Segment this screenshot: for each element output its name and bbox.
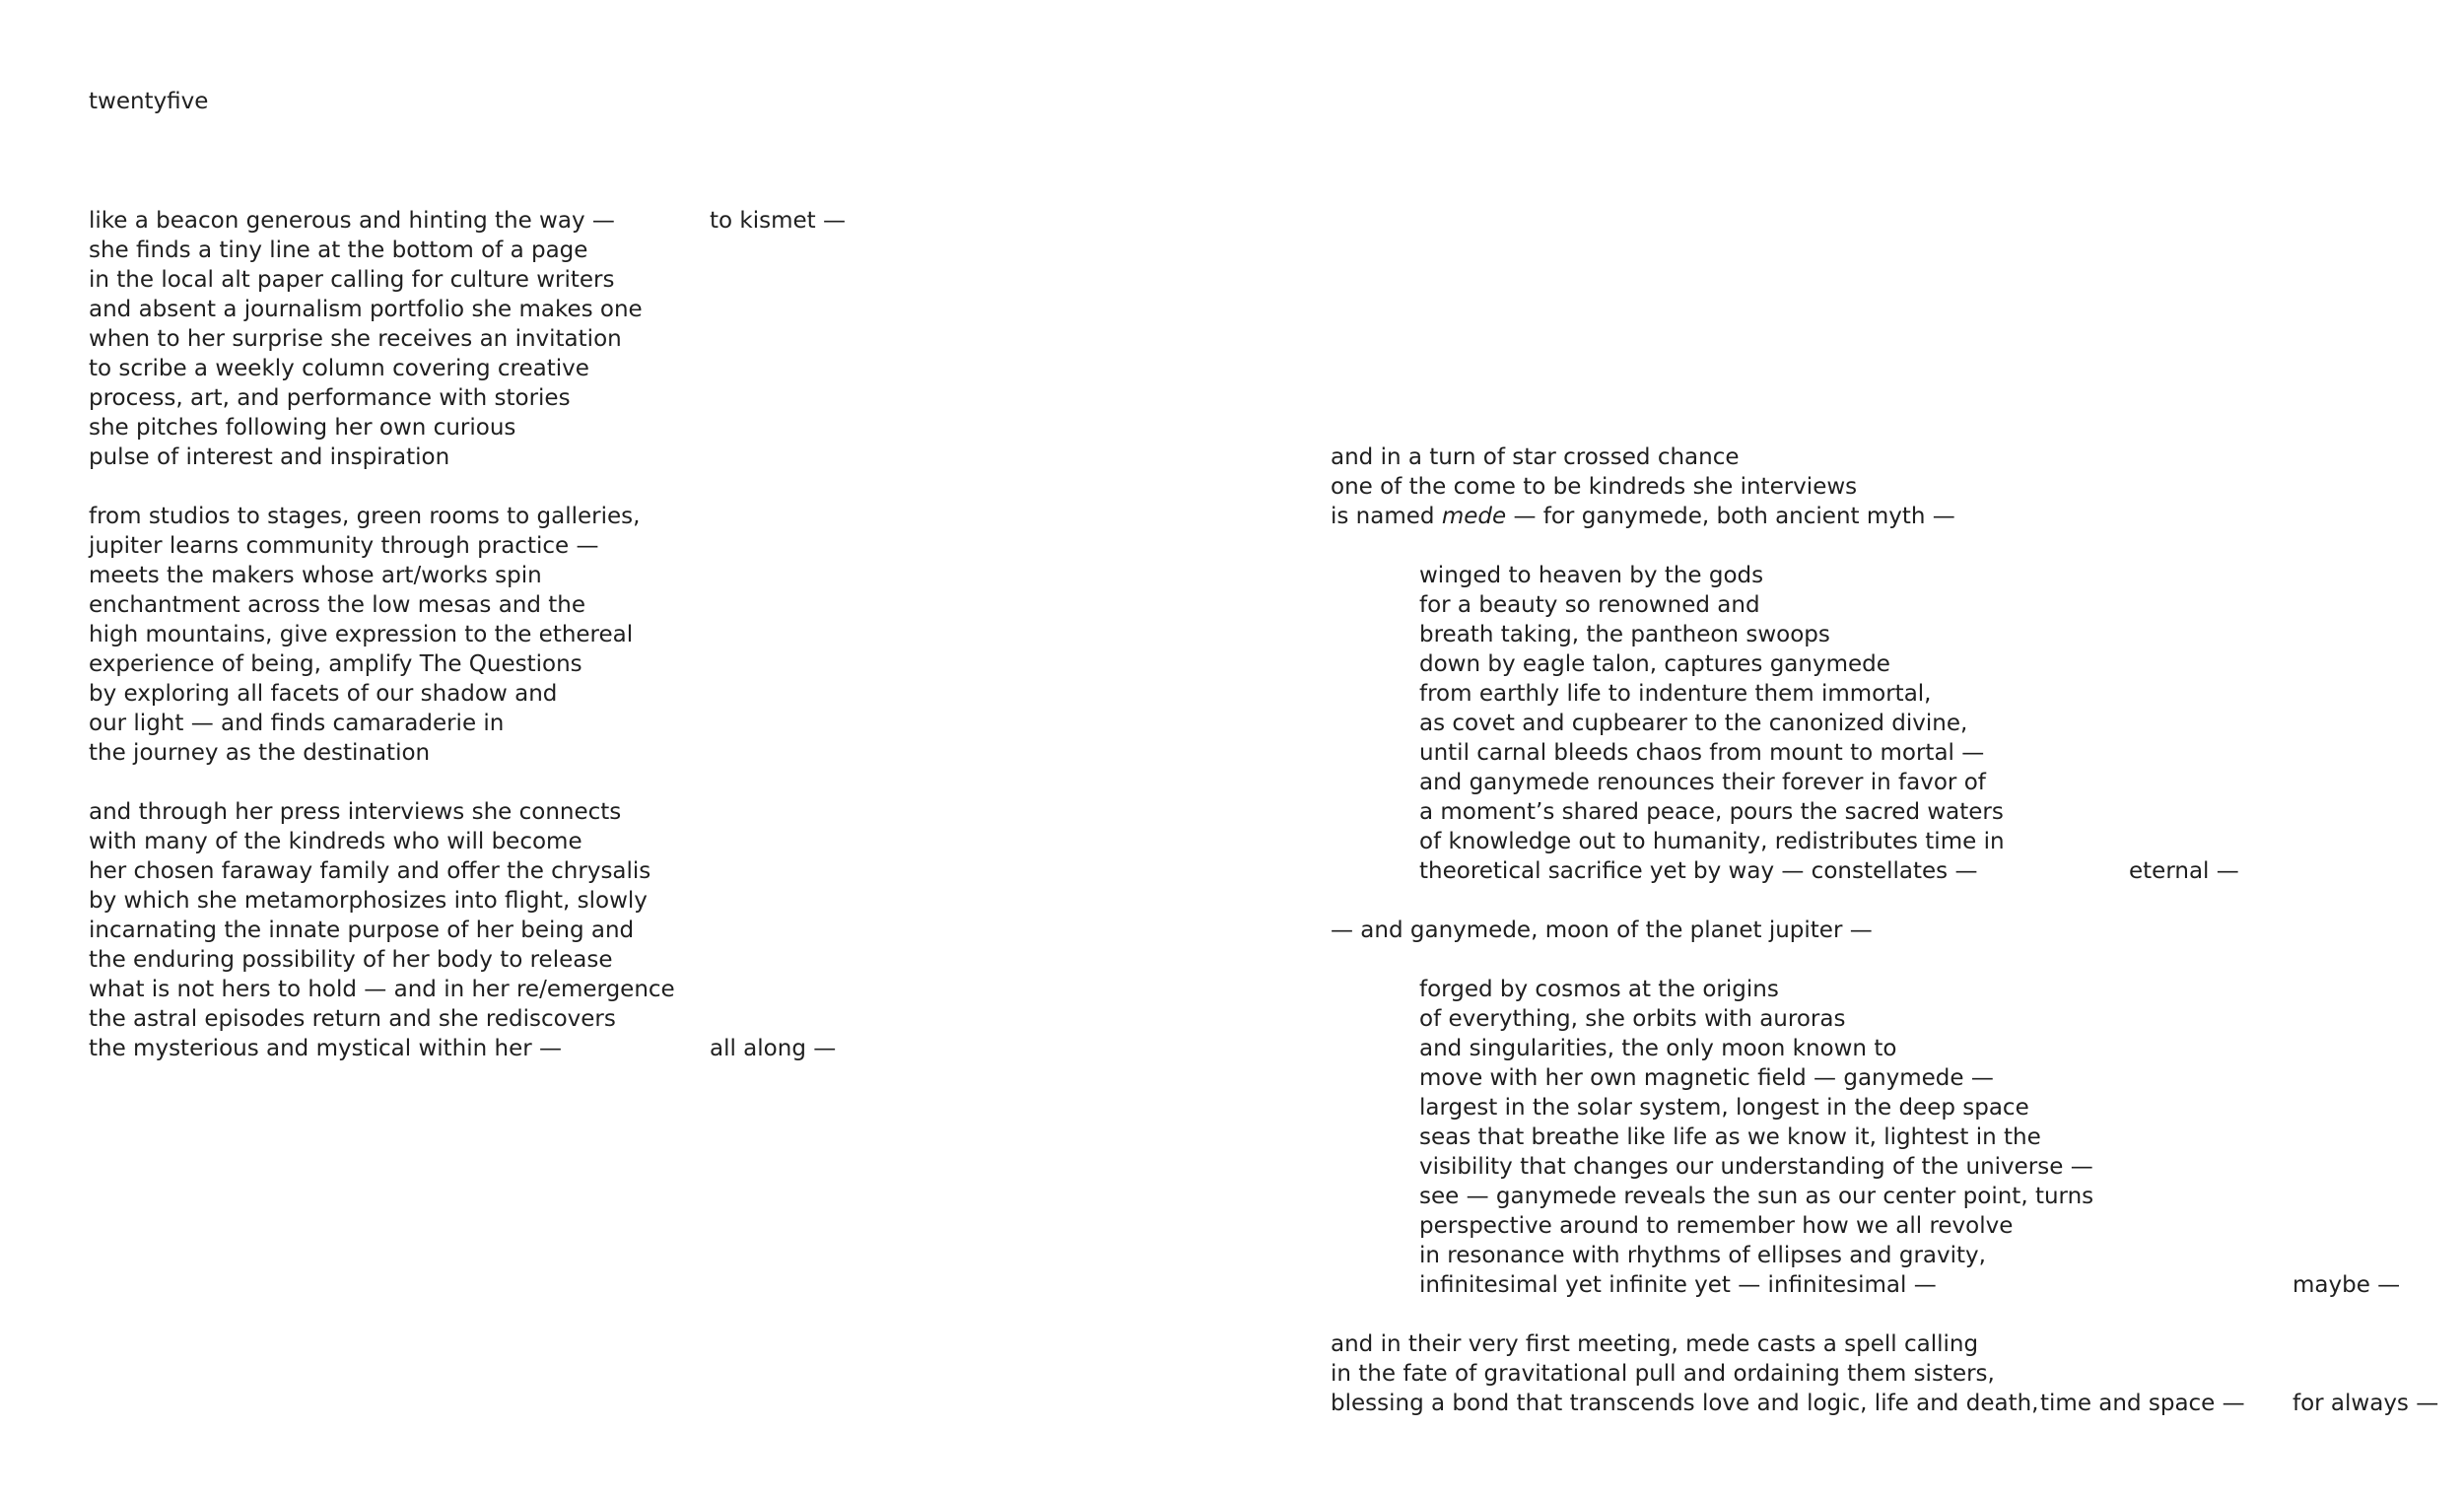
poem-line: for a beauty so renowned and xyxy=(1419,592,1760,618)
poem-line: and ganymede renounces their forever in favor of xyxy=(1419,770,1986,795)
margin-note-eternal: eternal — xyxy=(2129,858,2239,884)
poem-line: meets the makers whose art/works spin xyxy=(89,563,542,588)
named-suffix: — for ganymede, both ancient myth — xyxy=(1506,504,1955,529)
poem-line: visibility that changes our understanding of the universe — xyxy=(1419,1154,2093,1180)
poem-line: experience of being, amplify The Questions xyxy=(89,651,582,677)
margin-note-time-and-space: time and space — xyxy=(2040,1391,2245,1416)
poem-line: perspective around to remember how we all revolve xyxy=(1419,1213,2014,1239)
poem-line: until carnal bleeds chaos from mount to mortal — xyxy=(1419,740,1985,766)
moon-line: — and ganymede, moon of the planet jupiter — xyxy=(1331,918,1873,943)
closing-stanza xyxy=(1331,1329,2038,1418)
page-number: twentyfive xyxy=(89,89,209,114)
poem-line: she pitches following her own curious xyxy=(89,415,516,441)
poem-line: down by eagle talon, captures ganymede xyxy=(1419,651,1890,677)
named-mede-line xyxy=(1331,502,1955,531)
margin-note-all-along: all along — xyxy=(710,1036,837,1061)
poem-line: high mountains, give expression to the ethereal xyxy=(89,622,634,647)
poem-line: like a beacon generous and hinting the way — xyxy=(89,208,615,234)
poem-line: seas that breathe like life as we know it, lightest in the xyxy=(1419,1124,2041,1150)
poem-line: in resonance with rhythms of ellipses and gravity, xyxy=(1419,1243,1986,1268)
poem-line: her chosen faraway family and offer the chrysalis xyxy=(89,858,651,884)
poem-line: as covet and cupbearer to the canonized divine, xyxy=(1419,711,1968,736)
poem-line: the astral episodes return and she rediscovers xyxy=(89,1006,616,1032)
poem-line: the mysterious and mystical within her — xyxy=(89,1036,563,1061)
poem-line: to scribe a weekly column covering creative xyxy=(89,356,589,381)
poem-line: and absent a journalism portfolio she makes one xyxy=(89,297,643,322)
poem-line: forged by cosmos at the origins xyxy=(1419,977,1779,1002)
poem-line: when to her surprise she receives an invitation xyxy=(89,326,622,352)
poem-line: from studios to stages, green rooms to galleries, xyxy=(89,504,641,529)
margin-note-maybe: maybe — xyxy=(2293,1272,2401,1298)
poem-line: by which she metamorphosizes into flight, slowly xyxy=(89,888,648,914)
poem-line: a moment’s shared peace, pours the sacred waters xyxy=(1419,799,2004,825)
right-intro-stanza xyxy=(1331,442,1955,531)
mede-italic: mede xyxy=(1441,504,1507,529)
margin-note-for-always: for always — xyxy=(2293,1391,2439,1416)
poem-line: pulse of interest and inspiration xyxy=(89,444,450,470)
poem-line: breath taking, the pantheon swoops xyxy=(1419,622,1830,647)
poem-line: in the local alt paper calling for culture writers xyxy=(89,267,615,293)
poem-line: by exploring all facets of our shadow and xyxy=(89,681,558,707)
poem-line: theoretical sacrifice yet by way — constellates — xyxy=(1419,858,1978,884)
named-prefix: is named xyxy=(1331,504,1442,529)
poem-line: largest in the solar system, longest in the deep space xyxy=(1419,1095,2029,1121)
poem-line: jupiter learns community through practice — xyxy=(89,533,599,559)
poem-line: she finds a tiny line at the bottom of a page xyxy=(89,238,588,263)
poem-line: of everything, she orbits with auroras xyxy=(1419,1006,1846,1032)
intro-line-2: one of the come to be kindreds she interviews xyxy=(1331,474,1858,500)
poem-line: with many of the kindreds who will become xyxy=(89,829,582,854)
margin-note-to-kismet: to kismet — xyxy=(710,208,846,234)
poem-line: enchantment across the low mesas and the xyxy=(89,592,586,618)
left-stanza-1 xyxy=(89,206,643,472)
poem-line: blessing a bond that transcends love and logic, life and death, xyxy=(1331,1391,2039,1416)
poem-line: what is not hers to hold — and in her re/emergence xyxy=(89,977,675,1002)
myth-stanza xyxy=(1419,561,2005,886)
poem-line: the journey as the destination xyxy=(89,740,431,766)
poem-line: process, art, and performance with stories xyxy=(89,385,571,411)
left-stanza-3 xyxy=(89,797,675,1063)
poem-line: see — ganymede reveals the sun as our center point, turns xyxy=(1419,1184,2094,1209)
poem-line: and in their very first meeting, mede casts a spell calling xyxy=(1331,1331,1979,1357)
poem-line: from earthly life to indenture them immortal, xyxy=(1419,681,1932,707)
poem-line: infinitesimal yet infinite yet — infinitesimal — xyxy=(1419,1272,1937,1298)
poem-line: our light — and finds camaraderie in xyxy=(89,711,505,736)
moon-stanza xyxy=(1419,975,2093,1300)
poem-line: the enduring possibility of her body to release xyxy=(89,947,613,973)
poem-line: incarnating the innate purpose of her being and xyxy=(89,918,635,943)
poem-line: move with her own magnetic field — ganymede — xyxy=(1419,1065,1994,1091)
poem-line: and singularities, the only moon known to xyxy=(1419,1036,1897,1061)
intro-line-1: and in a turn of star crossed chance xyxy=(1331,444,1740,470)
poem-line: and through her press interviews she connects xyxy=(89,799,622,825)
poem-line: of knowledge out to humanity, redistributes time in xyxy=(1419,829,2005,854)
left-stanza-2 xyxy=(89,502,640,768)
poem-line: winged to heaven by the gods xyxy=(1419,563,1764,588)
poem-line: in the fate of gravitational pull and ordaining them sisters, xyxy=(1331,1361,1995,1387)
